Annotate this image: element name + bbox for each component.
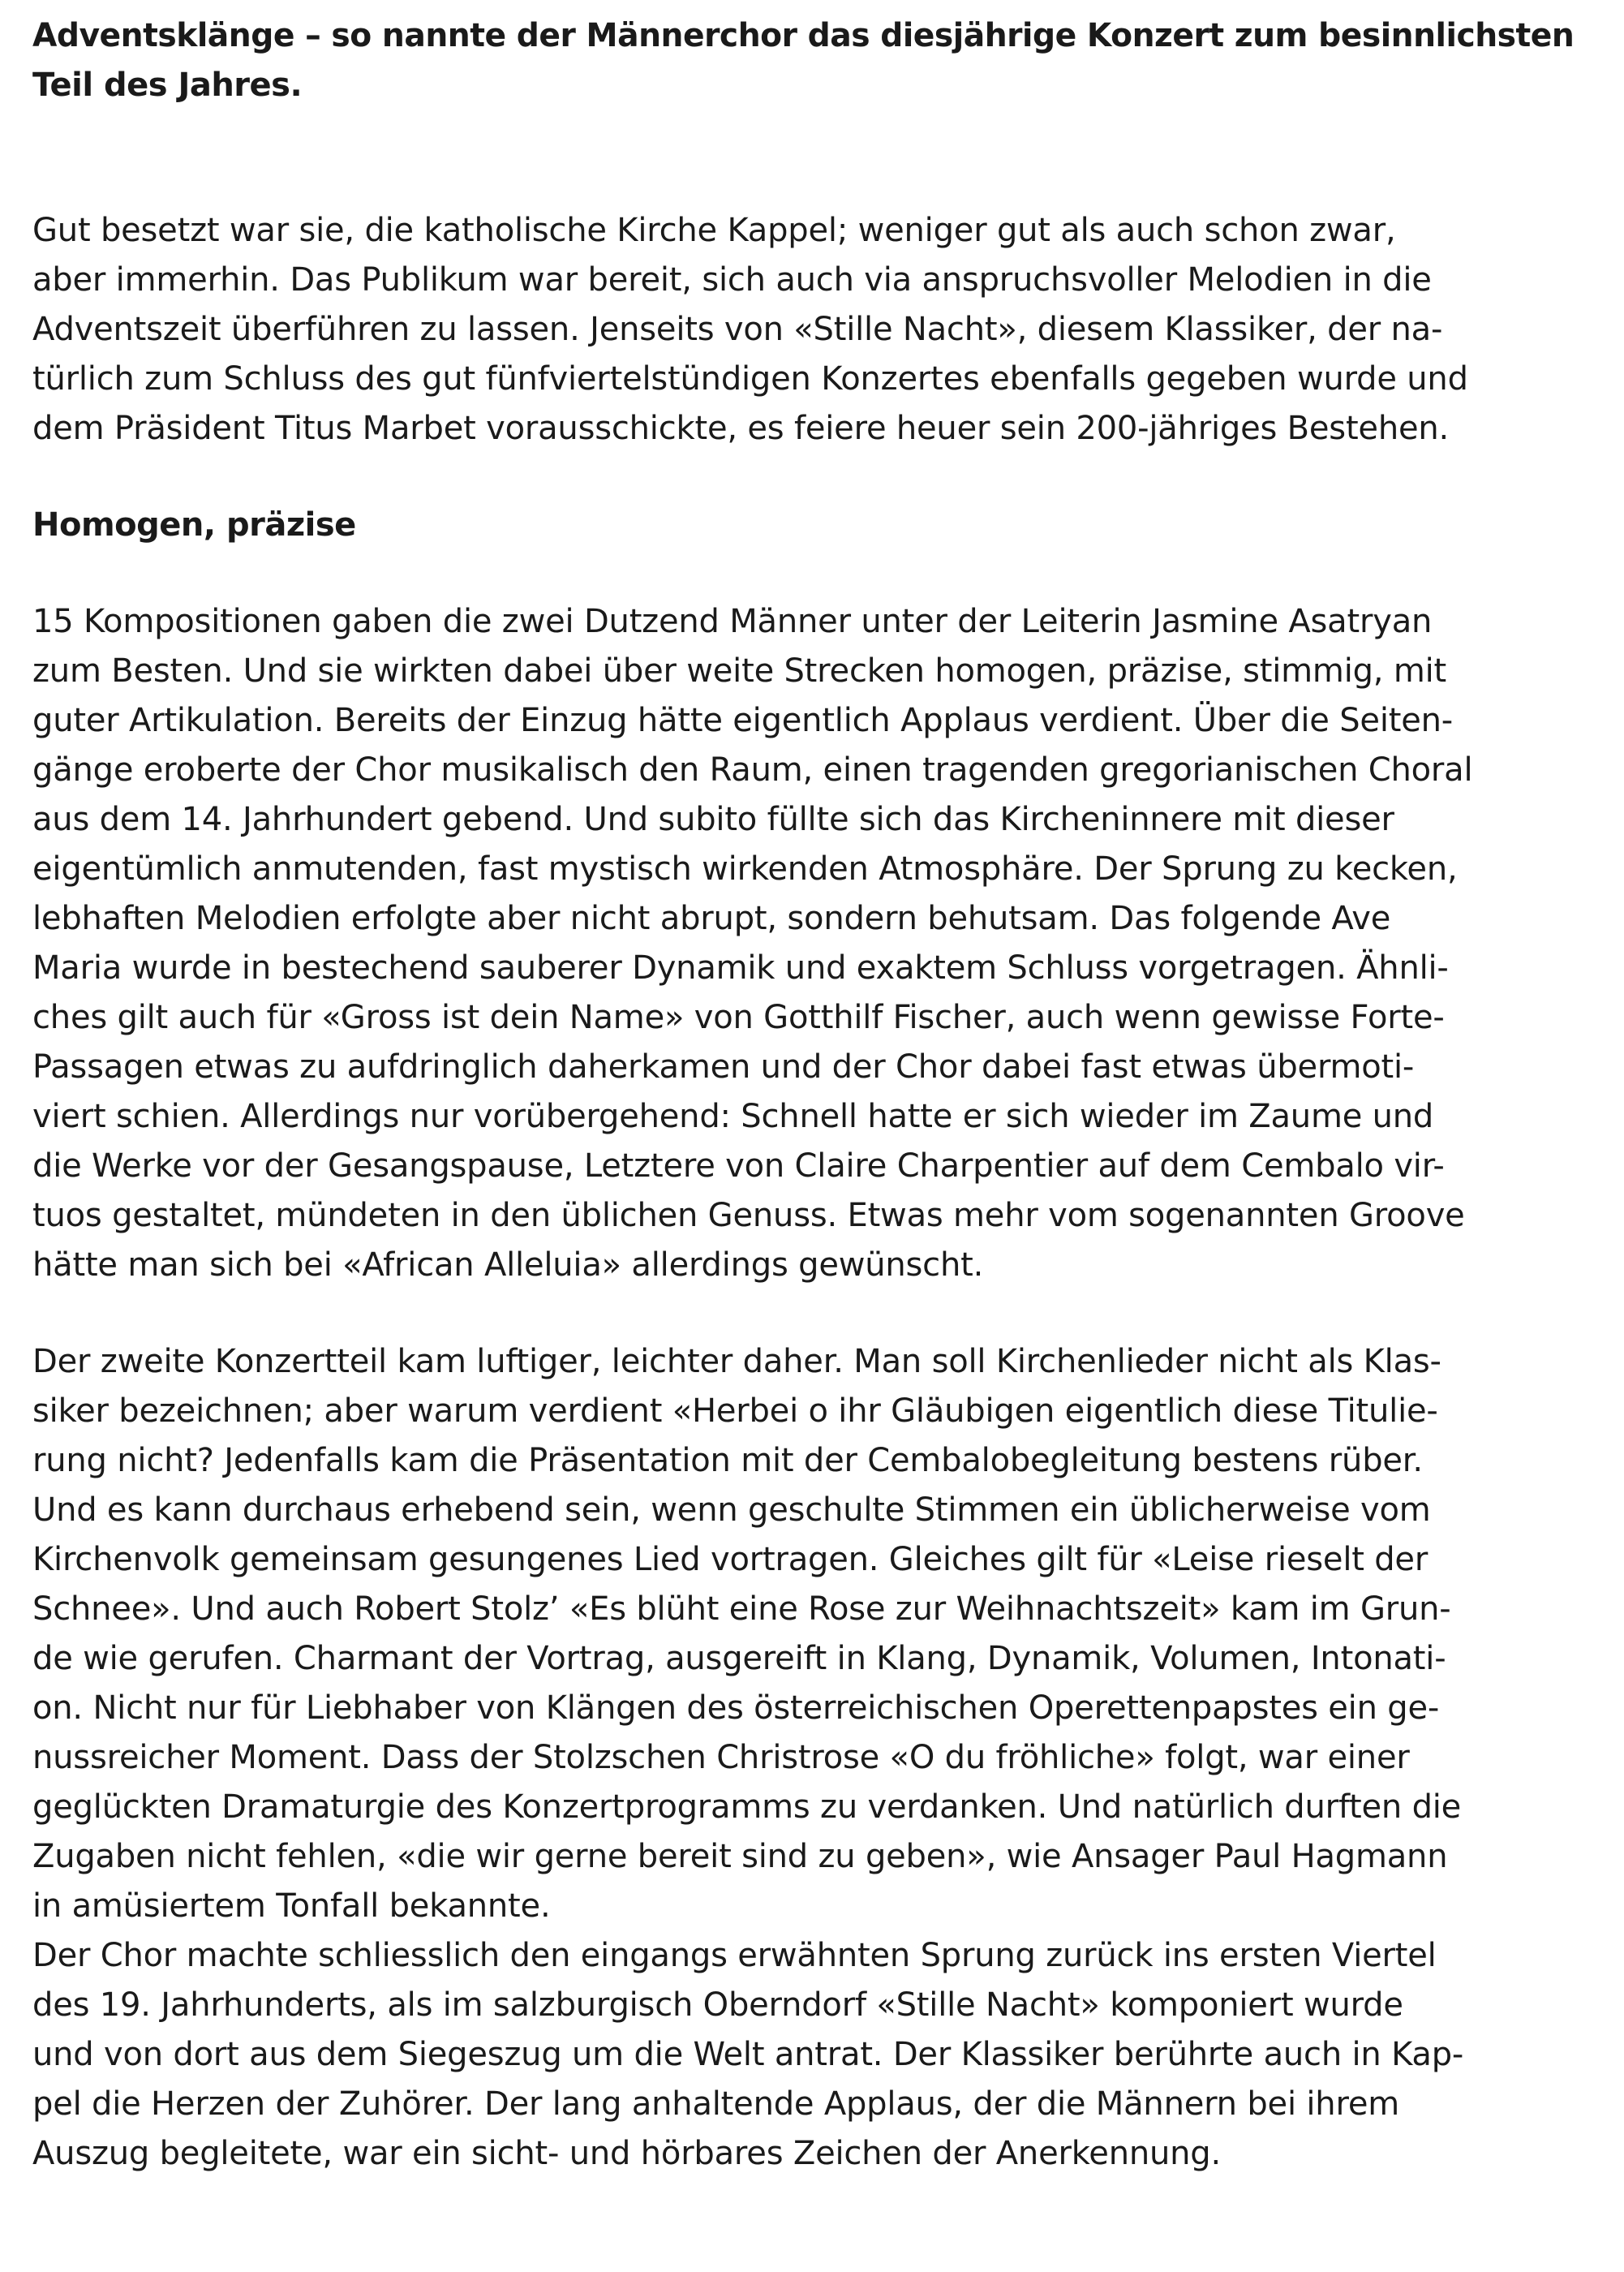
text-line: Adventszeit überführen zu lassen. Jenseits von «Stille Nacht», diesem Klassiker, der na- — [32, 311, 1443, 348]
text-line: lebhaften Melodien erfolgte aber nicht abrupt, sondern behutsam. Das folgende Ave — [32, 900, 1391, 937]
text-line: Gut besetzt war sie, die katholische Kirche Kappel; weniger gut als auch schon zwar, — [32, 212, 1396, 249]
title-line: Teil des Jahres. — [32, 67, 303, 104]
paragraph-homogen — [32, 597, 1574, 1290]
text-line: Maria wurde in bestechend sauberer Dynamik und exaktem Schluss vorgetragen. Ähnli- — [32, 949, 1449, 987]
text-line: pel die Herzen der Zuhörer. Der lang anhaltende Applaus, der die Männern bei ihrem — [32, 2085, 1399, 2123]
text-line: zum Besten. Und sie wirkten dabei über weite Strecken homogen, präzise, stimmig, mit — [32, 652, 1446, 690]
text-line: Auszug begleitete, war ein sicht- und hörbares Zeichen der Anerkennung. — [32, 2135, 1221, 2172]
paragraph-second-part — [32, 1337, 1574, 2179]
text-line: de wie gerufen. Charmant der Vortrag, ausgereift in Klang, Dynamik, Volumen, Intonati- — [32, 1640, 1446, 1677]
title-line: Adventsklänge – so nannte der Männerchor das diesjährige Konzert zum besinnlichsten — [32, 17, 1575, 54]
text-line: die Werke vor der Gesangspause, Letztere von Claire Charpentier auf dem Cembalo vir- — [32, 1147, 1445, 1185]
text-line: aber immerhin. Das Publikum war bereit, sich auch via anspruchsvoller Melodien in die — [32, 261, 1432, 299]
text-line: und von dort aus dem Siegeszug um die Welt antrat. Der Klassiker berührte auch in Kap- — [32, 2036, 1464, 2073]
text-line: guter Artikulation. Bereits der Einzug hätte eigentlich Applaus verdient. Über die Seiten- — [32, 702, 1454, 739]
document-page — [32, 11, 1574, 2179]
paragraph-intro — [32, 206, 1574, 454]
text-line: hätte man sich bei «African Alleluia» allerdings gewünscht. — [32, 1246, 984, 1284]
text-line: nussreicher Moment. Dass der Stolzschen Christrose «O du fröhliche» folgt, war einer — [32, 1739, 1410, 1776]
article-title — [32, 11, 1574, 110]
text-line: rung nicht? Jedenfalls kam die Präsentation mit der Cembalobegleitung bestens rüber. — [32, 1442, 1423, 1479]
text-line: geglückten Dramaturgie des Konzertprogramms zu verdanken. Und natürlich durften die — [32, 1788, 1462, 1826]
text-line: türlich zum Schluss des gut fünfviertelstündigen Konzertes ebenfalls gegeben wurde und — [32, 360, 1468, 398]
text-line: on. Nicht nur für Liebhaber von Klängen des österreichischen Operettenpapstes ein ge- — [32, 1689, 1440, 1727]
text-line: Schnee». Und auch Robert Stolz’ «Es blüht eine Rose zur Weihnachtszeit» kam im Grun- — [32, 1590, 1451, 1628]
text-line: siker bezeichnen; aber warum verdient «Herbei o ihr Gläubigen eigentlich diese Titulie- — [32, 1392, 1438, 1430]
text-line: aus dem 14. Jahrhundert gebend. Und subito füllte sich das Kircheninnere mit dieser — [32, 801, 1394, 838]
text-line: tuos gestaltet, mündeten in den üblichen Genuss. Etwas mehr vom sogenannten Groove — [32, 1197, 1465, 1234]
text-line: in amüsiertem Tonfall bekannte. — [32, 1887, 551, 1925]
text-line: ches gilt auch für «Gross ist dein Name» von Gotthilf Fischer, auch wenn gewisse Forte- — [32, 999, 1445, 1036]
text-line: Passagen etwas zu aufdringlich daherkamen und der Chor dabei fast etwas übermoti- — [32, 1048, 1415, 1086]
text-line: Der Chor machte schliesslich den eingangs erwähnten Sprung zurück ins ersten Viertel — [32, 1937, 1437, 1974]
text-line: Kirchenvolk gemeinsam gesungenes Lied vortragen. Gleiches gilt für «Leise rieselt der — [32, 1541, 1429, 1578]
text-line: viert schien. Allerdings nur vorübergehend: Schnell hatte er sich wieder im Zaume und — [32, 1098, 1434, 1135]
section-heading: Homogen, präzise — [32, 506, 356, 544]
text-line: dem Präsident Titus Marbet vorausschickte, es feiere heuer sein 200-jähriges Bestehen. — [32, 410, 1450, 447]
text-line: gänge eroberte der Chor musikalisch den Raum, einen tragenden gregorianischen Choral — [32, 751, 1473, 789]
text-line: Der zweite Konzertteil kam luftiger, leichter daher. Man soll Kirchenlieder nicht als Klas- — [32, 1343, 1441, 1380]
text-line: eigentümlich anmutenden, fast mystisch wirkenden Atmosphäre. Der Sprung zu kecken, — [32, 850, 1458, 888]
text-line: 15 Kompositionen gaben die zwei Dutzend Männer unter der Leiterin Jasmine Asatryan — [32, 603, 1433, 640]
text-line: Und es kann durchaus erhebend sein, wenn geschulte Stimmen ein üblicherweise vom — [32, 1491, 1431, 1529]
text-line: Zugaben nicht fehlen, «die wir gerne bereit sind zu geben», wie Ansager Paul Hagmann — [32, 1838, 1448, 1875]
text-line: des 19. Jahrhunderts, als im salzburgisch Oberndorf «Stille Nacht» komponiert wurde — [32, 1986, 1403, 2024]
